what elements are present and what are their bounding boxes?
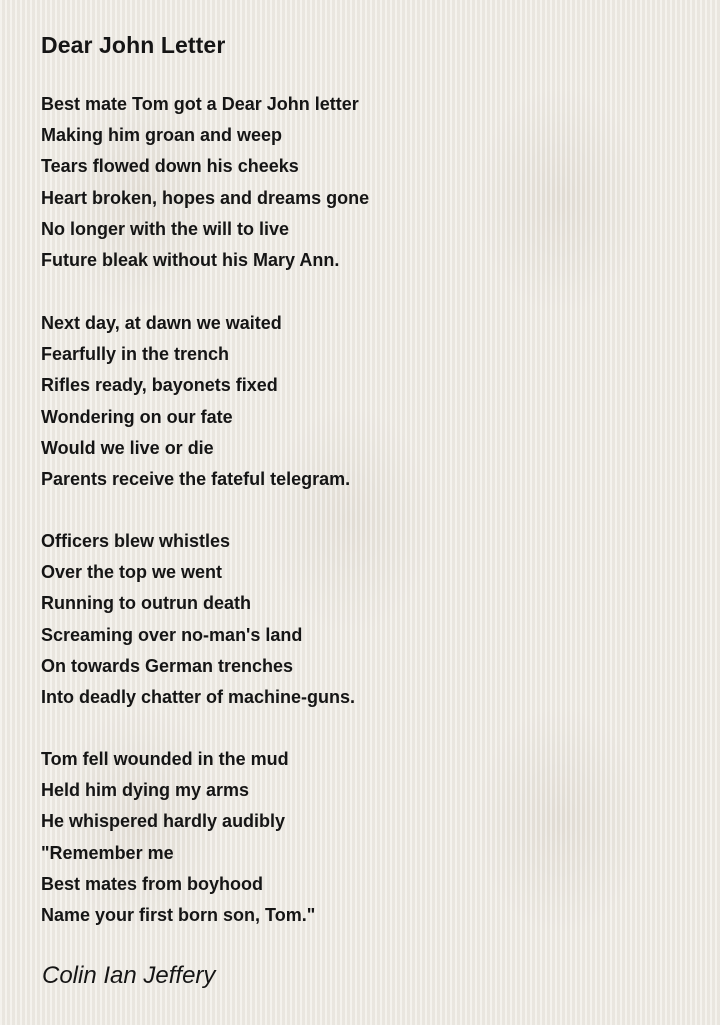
stanza-3 xyxy=(41,526,355,713)
poem-line: Wondering on our fate xyxy=(41,406,233,427)
poem-line: Held him dying my arms xyxy=(41,780,250,801)
poem-line: Would we live or die xyxy=(41,437,214,458)
poem-line: Best mates from boyhood xyxy=(41,873,264,894)
poem-line: No longer with the will to live xyxy=(41,218,290,239)
poem-line: Heart broken, hopes and dreams gone xyxy=(41,187,370,208)
poem-line: Into deadly chatter of machine-guns. xyxy=(41,686,356,707)
poem-line: Tom fell wounded in the mud xyxy=(41,749,289,769)
stanza-2 xyxy=(41,308,350,495)
poem-line: "Remember me xyxy=(41,842,174,863)
poem-line: On towards German trenches xyxy=(41,655,294,676)
poem-line: Fearfully in the trench xyxy=(41,344,230,365)
poem-title: Dear John Letter xyxy=(41,32,226,58)
poem-line: Running to outrun death xyxy=(41,593,251,614)
poem-line: Name your first born son, Tom." xyxy=(41,904,316,925)
poem-line: Best mate Tom got a Dear John letter xyxy=(41,94,359,114)
stanza-4 xyxy=(41,744,315,931)
poem-line: He whispered hardly audibly xyxy=(41,811,286,832)
poem-line: Over the top we went xyxy=(41,562,223,583)
stanza-1 xyxy=(41,89,369,276)
poem-line: Making him groan and weep xyxy=(41,125,283,146)
poem-line: Tears flowed down his cheeks xyxy=(41,156,299,177)
poem-line: Parents receive the fateful telegram. xyxy=(41,468,351,489)
poem-line: Rifles ready, bayonets fixed xyxy=(41,375,278,396)
poem-line: Future bleak without his Mary Ann. xyxy=(41,249,340,270)
poem-author: Colin Ian Jeffery xyxy=(42,962,216,989)
poem-line: Officers blew whistles xyxy=(41,531,231,551)
poem-line: Screaming over no-man's land xyxy=(41,624,303,645)
poem-line: Next day, at dawn we waited xyxy=(41,313,282,333)
